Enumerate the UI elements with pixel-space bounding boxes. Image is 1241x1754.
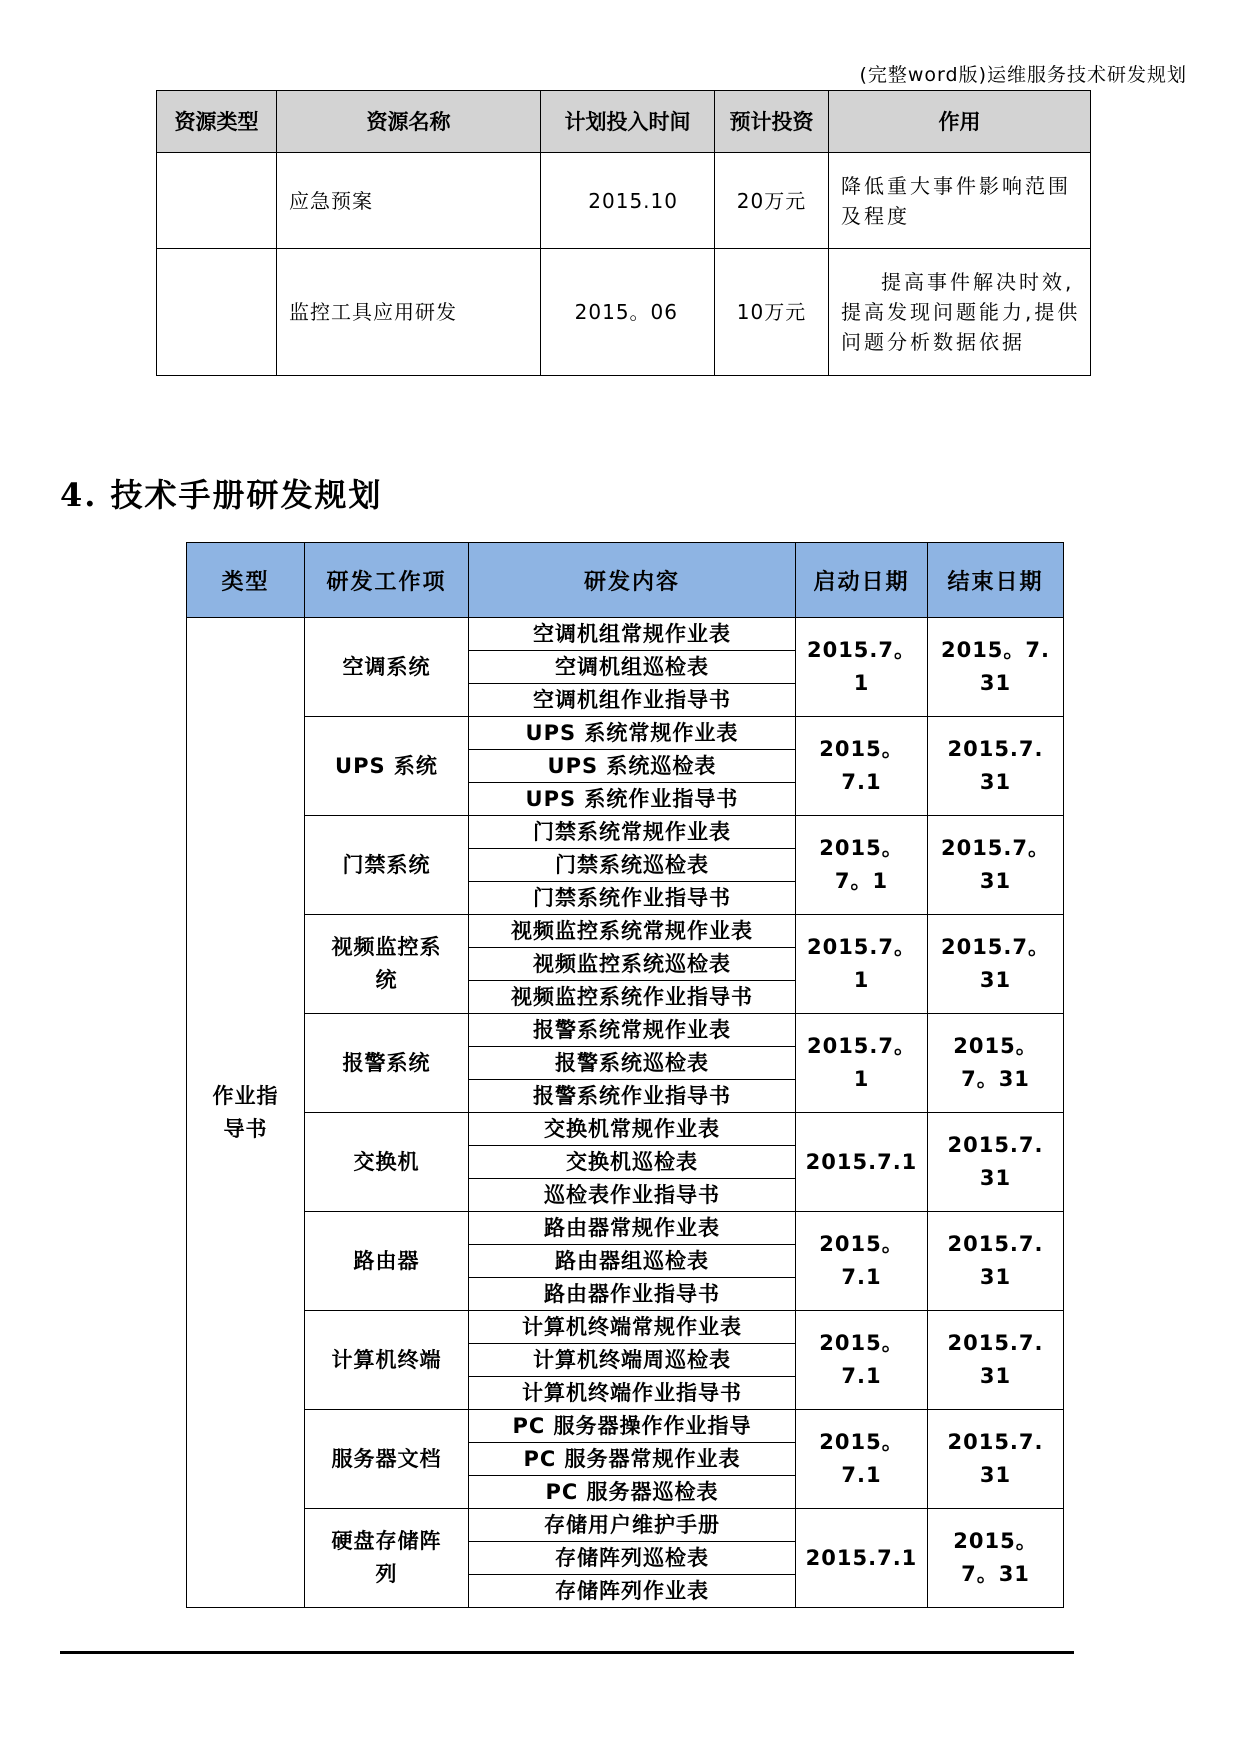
work-item-cell: UPS 系统	[305, 717, 469, 816]
work-item-cell: 硬盘存储阵列	[305, 1509, 469, 1608]
content-cell: UPS 系统常规作业表	[469, 717, 796, 750]
content-cell: PC 服务器常规作业表	[469, 1443, 796, 1476]
content-cell: 空调机组作业指导书	[469, 684, 796, 717]
end-date-cell: 2015.7。31	[928, 915, 1064, 1014]
table-row	[187, 618, 1064, 651]
table-row	[187, 1509, 1064, 1542]
start-date-cell: 2015.7。1	[796, 618, 928, 717]
header-resource-name: 资源名称	[277, 91, 541, 153]
resource-type-cell	[157, 153, 277, 249]
content-cell: 存储阵列巡检表	[469, 1542, 796, 1575]
work-item-cell: 交换机	[305, 1113, 469, 1212]
content-cell: 视频监控系统作业指导书	[469, 981, 796, 1014]
content-cell: 门禁系统常规作业表	[469, 816, 796, 849]
content-cell: 交换机巡检表	[469, 1146, 796, 1179]
investment-cell: 20万元	[715, 153, 829, 249]
resource-table	[156, 90, 1091, 376]
content-cell: 计算机终端作业指导书	[469, 1377, 796, 1410]
resource-name-cell: 应急预案	[277, 153, 541, 249]
content-cell: 路由器组巡检表	[469, 1245, 796, 1278]
content-cell: 存储阵列作业表	[469, 1575, 796, 1608]
start-date-cell: 2015.7.1	[796, 1113, 928, 1212]
header-effect: 作用	[829, 91, 1091, 153]
start-date-cell: 2015。7.1	[796, 1410, 928, 1509]
content-cell: 存储用户维护手册	[469, 1509, 796, 1542]
content-cell: PC 服务器操作作业指导	[469, 1410, 796, 1443]
table-row	[157, 249, 1091, 376]
content-cell: 路由器作业指导书	[469, 1278, 796, 1311]
content-cell: UPS 系统作业指导书	[469, 783, 796, 816]
end-date-cell: 2015.7.31	[928, 1113, 1064, 1212]
content-cell: 报警系统巡检表	[469, 1047, 796, 1080]
effect-cell: 降低重大事件影响范围及程度	[829, 153, 1091, 249]
resource-type-cell	[157, 249, 277, 376]
work-item-cell: 服务器文档	[305, 1410, 469, 1509]
start-date-cell: 2015。7.1	[796, 1212, 928, 1311]
header-end-date: 结束日期	[928, 543, 1064, 618]
end-date-cell: 2015.7.31	[928, 1311, 1064, 1410]
header-start-date: 启动日期	[796, 543, 928, 618]
content-cell: 交换机常规作业表	[469, 1113, 796, 1146]
start-date-cell: 2015。7。1	[796, 816, 928, 915]
content-cell: 巡检表作业指导书	[469, 1179, 796, 1212]
manual-plan-table-header	[187, 543, 1064, 618]
investment-cell: 10万元	[715, 249, 829, 376]
resource-name-cell: 监控工具应用研发	[277, 249, 541, 376]
content-cell: 报警系统作业指导书	[469, 1080, 796, 1113]
end-date-cell: 2015.7.31	[928, 1410, 1064, 1509]
planned-time-cell: 2015.10	[541, 153, 715, 249]
content-cell: 计算机终端周巡检表	[469, 1344, 796, 1377]
table-row	[187, 1113, 1064, 1146]
start-date-cell: 2015。7.1	[796, 1311, 928, 1410]
end-date-cell: 2015.7.31	[928, 1212, 1064, 1311]
table-row	[187, 1014, 1064, 1047]
end-date-cell: 2015。7.31	[928, 618, 1064, 717]
work-item-cell: 路由器	[305, 1212, 469, 1311]
content-cell: PC 服务器巡检表	[469, 1476, 796, 1509]
content-cell: 门禁系统作业指导书	[469, 882, 796, 915]
work-item-cell: 门禁系统	[305, 816, 469, 915]
header-content: 研发内容	[469, 543, 796, 618]
table-row	[187, 1311, 1064, 1344]
end-date-cell: 2015.7.31	[928, 717, 1064, 816]
end-date-cell: 2015。7。31	[928, 1014, 1064, 1113]
document-header: (完整word版)运维服务技术研发规划	[859, 64, 1187, 86]
content-cell: 路由器常规作业表	[469, 1212, 796, 1245]
start-date-cell: 2015.7.1	[796, 1509, 928, 1608]
resource-table-header	[157, 91, 1091, 153]
header-investment: 预计投资	[715, 91, 829, 153]
start-date-cell: 2015.7。1	[796, 915, 928, 1014]
table-row	[187, 1212, 1064, 1245]
header-resource-type: 资源类型	[157, 91, 277, 153]
work-item-cell: 空调系统	[305, 618, 469, 717]
end-date-cell: 2015。7。31	[928, 1509, 1064, 1608]
header-work-item: 研发工作项	[305, 543, 469, 618]
content-cell: 空调机组常规作业表	[469, 618, 796, 651]
effect-cell: 提高事件解决时效,提高发现问题能力,提供问题分析数据依据	[829, 249, 1091, 376]
start-date-cell: 2015。7.1	[796, 717, 928, 816]
content-cell: UPS 系统巡检表	[469, 750, 796, 783]
manual-plan-table	[186, 542, 1064, 1608]
content-cell: 空调机组巡检表	[469, 651, 796, 684]
work-item-cell: 计算机终端	[305, 1311, 469, 1410]
content-cell: 计算机终端常规作业表	[469, 1311, 796, 1344]
content-cell: 门禁系统巡检表	[469, 849, 796, 882]
content-cell: 报警系统常规作业表	[469, 1014, 796, 1047]
table-row	[157, 153, 1091, 249]
work-item-cell: 视频监控系统	[305, 915, 469, 1014]
type-cell: 作业指导书	[187, 618, 305, 1608]
table-row	[187, 915, 1064, 948]
work-item-cell: 报警系统	[305, 1014, 469, 1113]
start-date-cell: 2015.7。1	[796, 1014, 928, 1113]
section-heading: 4. 技术手册研发规划	[60, 476, 383, 514]
content-cell: 视频监控系统巡检表	[469, 948, 796, 981]
table-row	[187, 816, 1064, 849]
table-row	[187, 1410, 1064, 1443]
content-cell: 视频监控系统常规作业表	[469, 915, 796, 948]
table-row	[187, 717, 1064, 750]
end-date-cell: 2015.7。31	[928, 816, 1064, 915]
planned-time-cell: 2015。06	[541, 249, 715, 376]
footer-divider	[60, 1651, 1074, 1654]
header-planned-time: 计划投入时间	[541, 91, 715, 153]
header-type: 类型	[187, 543, 305, 618]
